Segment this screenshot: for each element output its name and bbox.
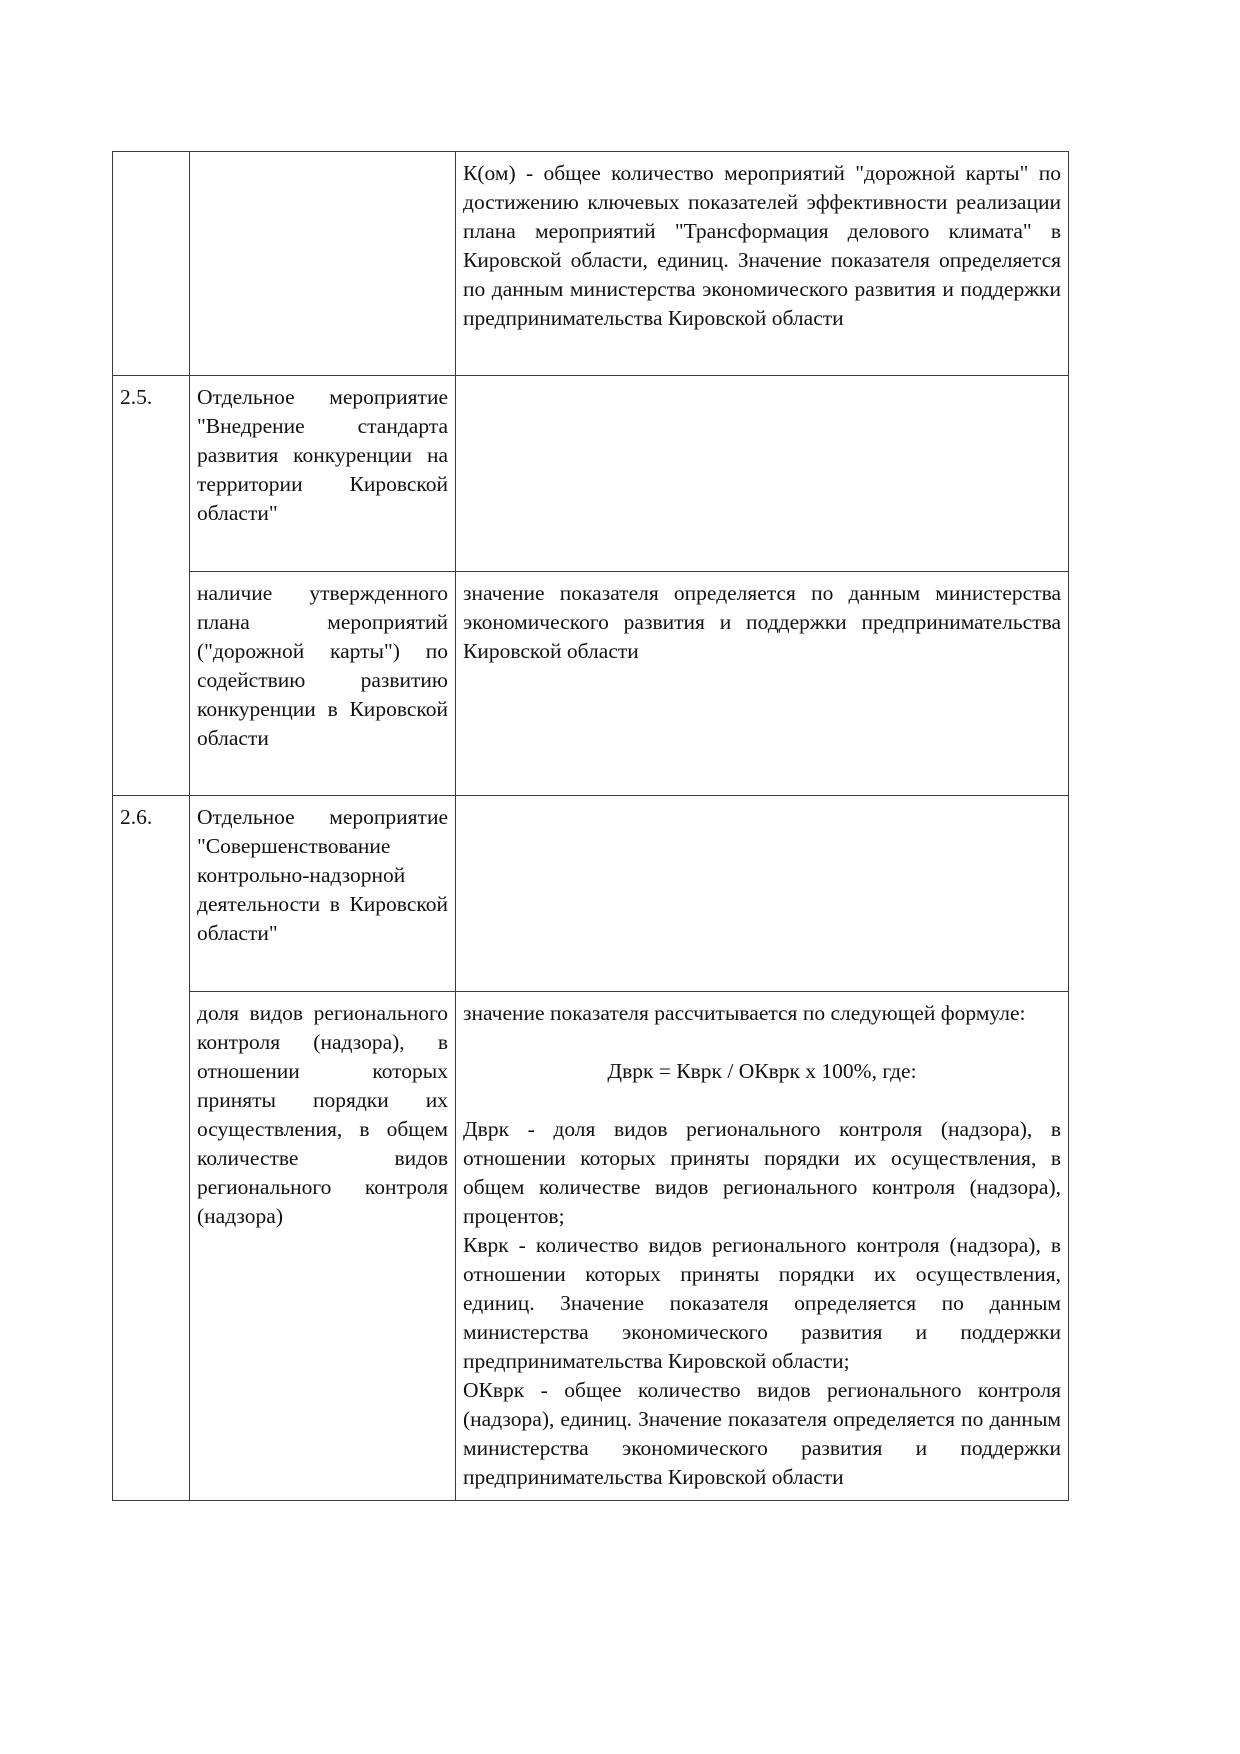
row-number-cell	[113, 152, 190, 376]
indicator-name-2-5: наличие утвержденного плана мероприятий ("дорожной карты") по содействию развитию конкуренции в Кировской области	[190, 572, 456, 796]
indicator-name-2-6: доля видов регионального контроля (надзора), в отношении которых приняты порядки их осуществления, в общем количестве видов регионального контроля (надзора)	[190, 992, 456, 1501]
formula-intro: значение показателя рассчитывается по следующей формуле:	[463, 1001, 1026, 1025]
section-description-2-5	[456, 376, 1069, 572]
indicators-table	[112, 151, 1069, 1501]
definition-kvrk: Кврк - количество видов регионального контроля (надзора), в отношении которых приняты порядки их осуществления, единиц. Значение показателя определяется по данным министерства экономического развития и поддержки предпринимательства Кировской области;	[463, 1233, 1061, 1373]
indicator-description-cell: К(ом) - общее количество мероприятий "дорожной карты" по достижению ключевых показателей эффективности реализации плана мероприятий "Трансформация делового климата" в Кировской области, единиц. Значение показателя определяется по данным министерства экономического развития и поддержки предпринимательства Кировской области	[456, 152, 1069, 376]
section-title-2-6: Отдельное мероприятие "Совершенствование контрольно-надзорной деятельности в Кировской области"	[190, 796, 456, 992]
table-row-section-2-5	[113, 376, 1069, 572]
formula: Дврк = Кврк / ОКврк x 100%, где:	[607, 1059, 917, 1083]
indicator-name-cell	[190, 152, 456, 376]
section-number-2-6: 2.6.	[113, 796, 190, 1501]
definition-dvrk: Дврк - доля видов регионального контроля (надзора), в отношении которых приняты порядки их осуществления, в общем количестве видов регионального контроля (надзора), процентов;	[463, 1117, 1061, 1228]
table-row-section-2-6	[113, 796, 1069, 992]
indicator-description-2-6	[456, 992, 1069, 1501]
definition-okvrk: ОКврк - общее количество видов регионального контроля (надзора), единиц. Значение показателя определяется по данным министерства экономического развития и поддержки предпринимательства Кировской области	[463, 1378, 1061, 1489]
section-number-2-5: 2.5.	[113, 376, 190, 796]
section-description-2-6	[456, 796, 1069, 992]
section-title-2-5: Отдельное мероприятие "Внедрение стандарта развития конкуренции на территории Кировской области"	[190, 376, 456, 572]
document-page	[112, 151, 1068, 1501]
indicator-description-2-5: значение показателя определяется по данным министерства экономического развития и поддержки предпринимательства Кировской области	[456, 572, 1069, 796]
table-row-indicator-2-5	[113, 572, 1069, 796]
table-row-continuation	[113, 152, 1069, 376]
table-row-indicator-2-6	[113, 992, 1069, 1501]
